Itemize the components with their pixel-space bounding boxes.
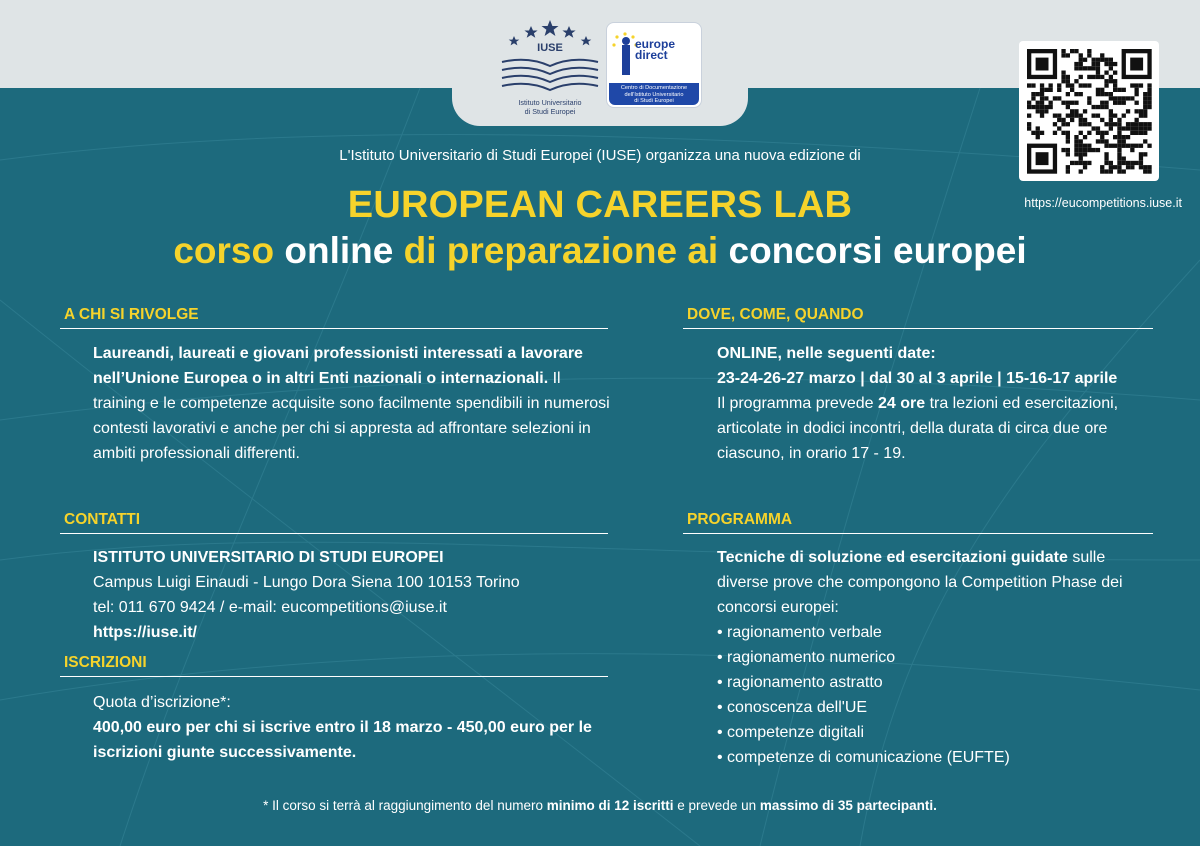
europe-direct-word: direct	[635, 48, 668, 62]
contatti-address: Campus Luigi Einaudi - Lungo Dora Siena 100 10153 Torino	[93, 574, 520, 591]
section-body-contatti	[93, 545, 613, 645]
footnote	[100, 798, 1100, 813]
iuse-logo-subtitle	[498, 98, 602, 116]
section-body-dove	[717, 341, 1157, 466]
iuse-logo-subtitle-line: di Studi Europei	[524, 107, 576, 116]
section-body-iscrizioni	[93, 690, 613, 765]
programma-intro-rest: sulle diverse prove che compongono la Competition Phase dei concorsi europei:	[717, 549, 1123, 616]
programma-list-item: • conoscenza dell'UE	[717, 699, 868, 716]
dove-text-part: Il programma prevede	[717, 395, 874, 412]
europe-direct-word: europe	[635, 37, 676, 51]
contatti-name: ISTITUTO UNIVERSITARIO DI STUDI EUROPEI	[93, 549, 444, 566]
section-heading-contatti: CONTATTI	[60, 511, 608, 534]
dove-bold-line: ONLINE, nelle seguenti date:	[717, 345, 936, 362]
europe-direct-logo	[606, 22, 702, 108]
section-body-programma	[717, 545, 1157, 770]
programma-intro	[717, 545, 1157, 620]
subtitle-part: corso	[173, 230, 275, 271]
iuse-logo-name: IUSE	[537, 42, 563, 54]
section-heading-iscrizioni: ISCRIZIONI	[60, 654, 608, 677]
footnote-min: minimo di 12 iscritti	[546, 798, 674, 813]
section-body-chi	[93, 341, 613, 466]
dove-hours: 24 ore	[877, 395, 926, 412]
chi-text: Il training e le competenze acquisite sono facilmente spendibili in numerosi contesti lavorativi e anche per chi si appresta ad affrontare selezioni in ambiti professionali differenti.	[93, 370, 610, 462]
iuse-logo	[498, 20, 602, 120]
europe-direct-caption	[609, 83, 699, 105]
europe-direct-caption-line: di Studi Europei	[634, 98, 674, 104]
page-title: EUROPEAN CAREERS LAB	[347, 184, 853, 226]
footnote-max: massimo di 35 partecipanti.	[759, 798, 937, 813]
footnote-part: e prevede un	[677, 798, 757, 813]
section-heading-programma: PROGRAMMA	[683, 511, 1153, 534]
programma-list-item: • competenze digitali	[717, 724, 865, 741]
subtitle-part: concorsi europei	[728, 230, 1027, 271]
qr-url[interactable]: https://eucompetitions.iuse.it	[1024, 196, 1182, 210]
dove-text-part: tra lezioni ed esercitazioni, articolate in dodici incontri, della durata di circa due ore ciascuno, in orario 17 - 19.	[717, 395, 1119, 462]
dove-dates: 23-24-26-27 marzo | dal 30 al 3 aprile | 15-16-17 aprile	[717, 370, 1118, 387]
programma-list-item: • competenze di comunicazione (EUFTE)	[717, 749, 1010, 766]
iuse-logo-subtitle-line: Istituto Universitario	[518, 98, 582, 107]
dove-program-text	[717, 391, 1157, 466]
programma-list-item: • ragionamento numerico	[717, 649, 896, 666]
contatti-phone-email[interactable]: tel: 011 670 9424 / e-mail: eucompetitions@iuse.it	[93, 599, 447, 616]
subtitle-part: online	[284, 230, 394, 271]
subtitle-part: di preparazione ai	[403, 230, 719, 271]
programma-list-item: • ragionamento verbale	[717, 624, 882, 641]
intro-text: L'Istituto Universitario di Studi Europei (IUSE) organizza una nuova edizione di	[339, 147, 861, 164]
europe-direct-caption-line: dell'Istituto Universitario	[624, 91, 684, 98]
iscrizioni-prices: 400,00 euro per chi si iscrive entro il 18 marzo - 450,00 euro per le iscrizioni giunte successivamente.	[93, 719, 592, 761]
section-heading-dove: DOVE, COME, QUANDO	[683, 306, 1153, 329]
footnote-part: * Il corso si terrà al raggiungimento del numero	[263, 798, 543, 813]
programma-bold-intro: Tecniche di soluzione ed esercitazioni guidate	[717, 549, 1068, 566]
iscrizioni-quota: Quota d’iscrizione*:	[93, 694, 231, 711]
contatti-website-link[interactable]: https://iuse.it/	[93, 624, 197, 641]
chi-bold-text: Laureandi, laureati e giovani professionisti interessati a lavorare nell’Unione Europea o in altri Enti nazionali o internazionali.	[93, 345, 583, 387]
section-heading-chi: A CHI SI RIVOLGE	[60, 306, 608, 329]
europe-direct-caption-line: Centro di Documentazione	[620, 85, 688, 91]
page-subtitle	[40, 230, 1160, 272]
programma-list-item: • ragionamento astratto	[717, 674, 883, 691]
qr-code[interactable]	[1019, 41, 1159, 181]
europe-direct-wordmark	[635, 39, 675, 61]
